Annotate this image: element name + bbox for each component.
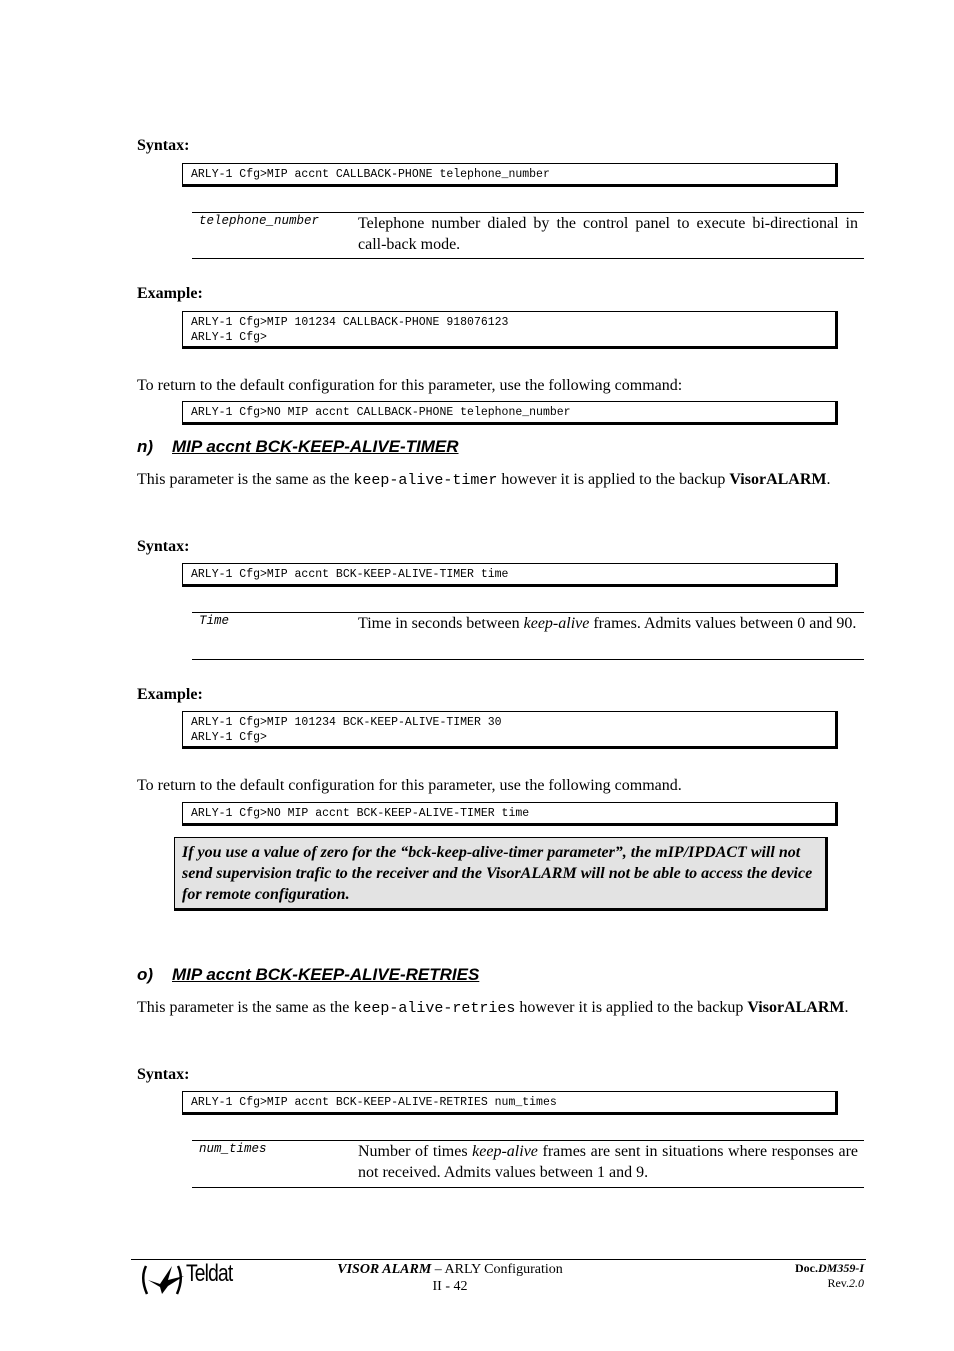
parameter-description (358, 1141, 858, 1183)
syntax-label: Syntax: (137, 1066, 190, 1083)
intro-text: . (844, 999, 849, 1016)
section-intro (137, 469, 864, 491)
example-command-box (182, 311, 838, 349)
parameter-name: num_times (199, 1142, 267, 1156)
revision: 2.0 (849, 1276, 864, 1290)
footer-title-rest: – ARLY Configuration (431, 1262, 563, 1277)
parameter-name: telephone_number (199, 214, 320, 228)
intro-text: however it is applied to the backup (515, 999, 748, 1016)
footer-title (300, 1261, 600, 1295)
syntax-label: Syntax: (137, 538, 190, 555)
desc-text: frames. Admits values between 0 and 90. (589, 615, 857, 632)
default-config-text: To return to the default configuration for this parameter, use the following command: (137, 377, 683, 394)
teldat-logo (138, 1260, 238, 1298)
syntax-command-box: ARLY-1 Cfg>MIP accnt CALLBACK-PHONE telephone_number (182, 163, 838, 187)
example-command-box (182, 711, 838, 749)
desc-emphasis: keep-alive (523, 615, 590, 632)
desc-text: Time in seconds between (358, 615, 524, 632)
default-command-box: ARLY-1 Cfg>NO MIP accnt BCK-KEEP-ALIVE-TIMER time (182, 802, 838, 826)
rev-prefix: Rev. (827, 1276, 849, 1290)
example-label: Example: (137, 285, 203, 302)
section-letter: o) (137, 965, 154, 984)
default-command-box: ARLY-1 Cfg>NO MIP accnt CALLBACK-PHONE telephone_number (182, 401, 838, 425)
example-line: ARLY-1 Cfg> (191, 731, 267, 744)
example-line: ARLY-1 Cfg> (191, 331, 267, 344)
intro-code: keep-alive-retries (353, 1000, 516, 1017)
page-number: II - 42 (432, 1279, 468, 1294)
example-label: Example: (137, 686, 203, 703)
syntax-command-box: ARLY-1 Cfg>MIP accnt BCK-KEEP-ALIVE-RETRIES num_times (182, 1091, 838, 1115)
section-title: MIP accnt BCK-KEEP-ALIVE-RETRIES (172, 965, 480, 984)
intro-text: This parameter is the same as the (137, 471, 354, 488)
section-heading (137, 437, 459, 457)
intro-text: however it is applied to the backup (497, 471, 730, 488)
section-intro (137, 997, 864, 1019)
section-title: MIP accnt BCK-KEEP-ALIVE-TIMER (172, 437, 459, 456)
desc-text: frames are sent in situations where responses are not received. Admits values between 1 and 9. (358, 1143, 858, 1181)
example-line: ARLY-1 Cfg>MIP 101234 CALLBACK-PHONE 918076123 (191, 316, 509, 329)
intro-bold: VisorALARM (747, 999, 845, 1016)
parameter-description (358, 613, 858, 634)
syntax-command-box: ARLY-1 Cfg>MIP accnt BCK-KEEP-ALIVE-TIMER time (182, 563, 838, 587)
default-config-text: To return to the default configuration for this parameter, use the following command. (137, 777, 682, 794)
section-letter: n) (137, 437, 154, 456)
bird-icon (138, 1260, 186, 1298)
parameter-table (192, 212, 864, 259)
parameter-name: Time (199, 614, 230, 628)
intro-bold: VisorALARM (729, 471, 827, 488)
section-heading (137, 965, 479, 985)
example-line: ARLY-1 Cfg>MIP 101234 BCK-KEEP-ALIVE-TIMER 30 (191, 716, 502, 729)
desc-emphasis: keep-alive (472, 1143, 538, 1160)
footer-divider (131, 1259, 866, 1260)
syntax-label: Syntax: (137, 137, 190, 154)
logo-text: Teldat (186, 1260, 233, 1287)
intro-code: keep-alive-timer (353, 472, 498, 489)
doc-prefix: Doc. (794, 1261, 818, 1275)
doc-id: DM359-I (817, 1261, 864, 1275)
parameter-table (192, 1140, 864, 1188)
parameter-description: Telephone number dialed by the control panel to execute bi-directional in call-back mode. (358, 215, 858, 253)
desc-text: Number of times (358, 1143, 473, 1160)
intro-text: This parameter is the same as the (137, 999, 354, 1016)
parameter-table (192, 612, 864, 660)
intro-text: . (826, 471, 831, 488)
warning-note: If you use a value of zero for the “bck-keep-alive-timer parameter”, the mIP/IPDACT will not send supervision trafic to the receiver and the VisorALARM will not be able to access the device for remote configuration. (174, 837, 828, 911)
footer-title-em: VISOR ALARM (337, 1262, 432, 1277)
footer-doc-info (795, 1261, 864, 1291)
